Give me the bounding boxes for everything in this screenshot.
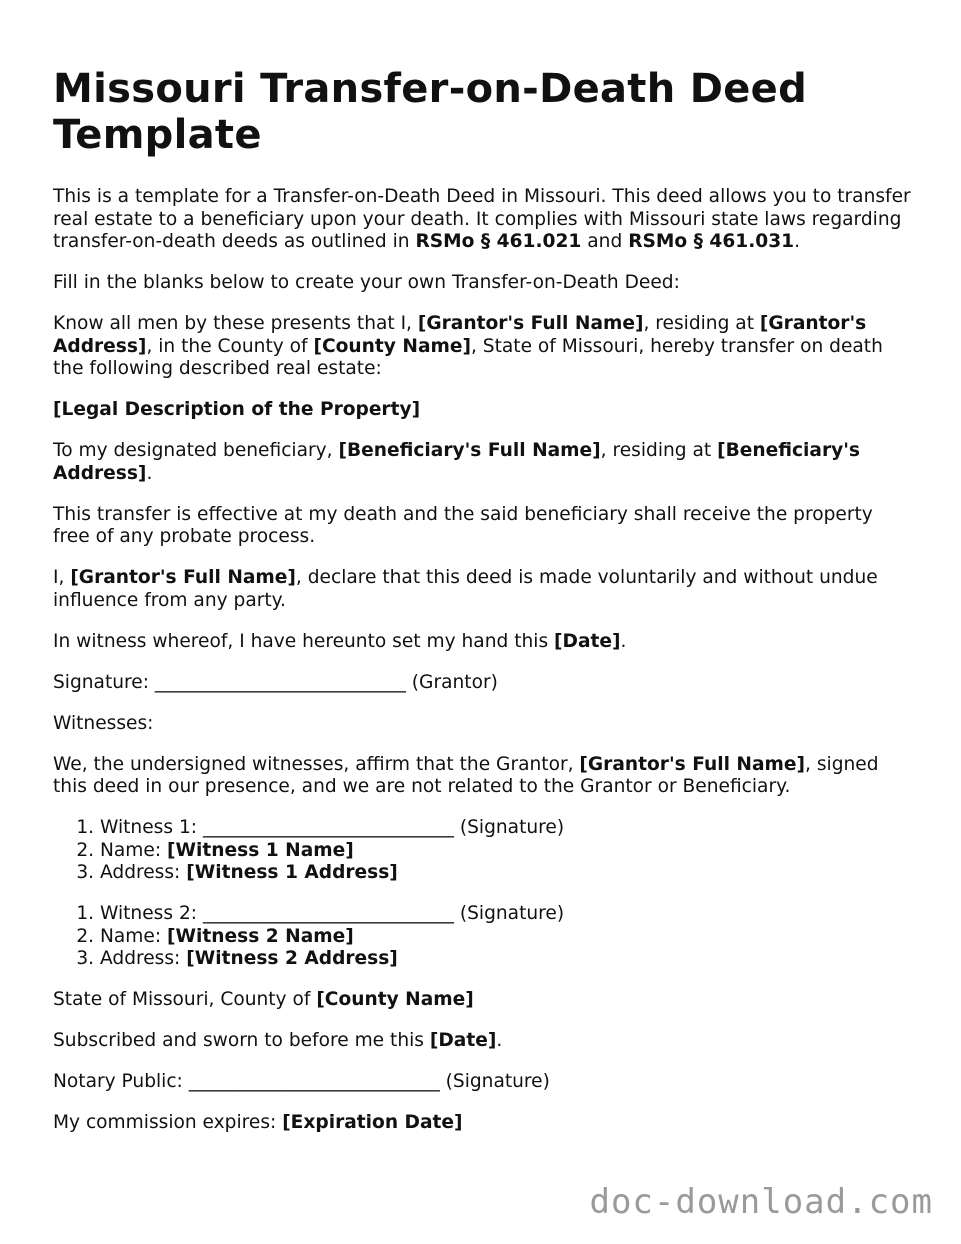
list-label: Address: <box>100 862 187 883</box>
witness-whereof-text: . <box>620 630 627 652</box>
declaration-paragraph <box>53 567 913 612</box>
conveyance-text: Know all men by these presents that I, <box>53 313 418 334</box>
notary-signature-line: Notary Public: ___________________________ (Signature) <box>53 1071 550 1092</box>
declaration-text: , declare that this deed is made voluntarily and without undue influence from any party. <box>53 567 878 611</box>
intro-end: . <box>794 231 801 252</box>
subscribed-text: . <box>496 1030 503 1051</box>
witness-1-name-placeholder: [Witness 1 Name] <box>167 839 354 861</box>
intro-and: and <box>581 231 629 252</box>
legal-description-paragraph <box>53 399 913 422</box>
list-label: Name: <box>100 925 168 947</box>
statute-reference: RSMo § 461.031 <box>628 231 795 252</box>
conveyance-text: , State of Missouri, hereby transfer on death the following described real estate: <box>53 335 883 379</box>
grantor-name-placeholder: [Grantor's Full Name] <box>579 753 806 775</box>
county-placeholder: [County Name] <box>316 989 474 1010</box>
affirmation-text: , signed this deed in our presence, and we are not related to the Grantor or Beneficiary. <box>53 753 879 797</box>
list-label: Address: <box>100 948 187 969</box>
statute-reference: RSMo § 461.021 <box>415 231 582 252</box>
beneficiary-address-placeholder: [Beneficiary's Address] <box>53 440 860 484</box>
witness-whereof-paragraph <box>53 631 913 654</box>
document-page <box>53 66 913 1153</box>
list-label: Name: <box>100 839 168 861</box>
grantor-address-placeholder: [Grantor's Address] <box>53 313 867 357</box>
watermark: doc-download.com <box>589 1182 933 1222</box>
witness-1-signature-line: 1. Witness 1: ___________________________ (Signature) <box>100 817 913 840</box>
intro-text: This is a template for a Transfer-on-Death Deed in Missouri. This deed allows you to transfer real estate to a beneficiary upon your death. It complies with Missouri state laws regarding transfer-on-death deeds as outlined in <box>53 186 911 252</box>
conveyance-text: , in the County of <box>146 335 314 357</box>
state-county-paragraph <box>53 989 913 1012</box>
grantor-signature-line: Signature: ___________________________ (Grantor) <box>53 671 498 693</box>
witness-2-name-placeholder: [Witness 2 Name] <box>167 925 354 947</box>
page-title: Missouri Transfer-on-Death Deed Template <box>53 66 808 158</box>
beneficiary-text: , residing at <box>600 440 718 461</box>
witness-1-address-placeholder: [Witness 1 Address] <box>186 862 398 883</box>
witness-2-name-item <box>100 926 913 949</box>
witness-2-address-placeholder: [Witness 2 Address] <box>186 948 398 969</box>
declaration-text: I, <box>53 567 71 588</box>
grantor-name-placeholder: [Grantor's Full Name] <box>70 567 296 588</box>
grantor-name-placeholder: [Grantor's Full Name] <box>417 313 644 334</box>
legal-description-placeholder: [Legal Description of the Property] <box>53 399 421 420</box>
witness-2-address-item <box>100 948 913 971</box>
witness-1-name-item <box>100 840 913 863</box>
conveyance-text: , residing at <box>643 313 760 334</box>
beneficiary-text: . <box>146 462 153 484</box>
conveyance-paragraph <box>53 313 913 381</box>
beneficiary-name-placeholder: [Beneficiary's Full Name] <box>338 440 601 461</box>
beneficiary-text: To my designated beneficiary, <box>53 440 339 461</box>
subscribed-paragraph <box>53 1030 913 1053</box>
affirmation-text: We, the undersigned witnesses, affirm that the Grantor, <box>53 753 580 775</box>
date-placeholder: [Date] <box>429 1030 497 1051</box>
witness-2-list <box>53 903 913 971</box>
witness-whereof-text: In witness whereof, I have hereunto set my hand this <box>53 630 555 652</box>
subscribed-text: Subscribed and sworn to before me this <box>53 1030 430 1051</box>
commission-paragraph <box>53 1112 913 1135</box>
affirmation-paragraph <box>53 754 913 799</box>
commission-text: My commission expires: <box>53 1112 283 1133</box>
intro-paragraph <box>53 186 913 254</box>
witnesses-heading: Witnesses: <box>53 712 154 734</box>
state-county-text: State of Missouri, County of <box>53 989 317 1010</box>
expiration-date-placeholder: [Expiration Date] <box>282 1112 463 1133</box>
effective-paragraph: This transfer is effective at my death and the said beneficiary shall receive the property free of any probate process. <box>53 503 873 547</box>
instructions-paragraph: Fill in the blanks below to create your own Transfer-on-Death Deed: <box>53 272 680 293</box>
beneficiary-paragraph <box>53 440 913 485</box>
county-placeholder: [County Name] <box>313 335 471 357</box>
witness-2-signature-line: 1. Witness 2: ___________________________ (Signature) <box>100 903 913 926</box>
witness-1-list <box>53 817 913 885</box>
date-placeholder: [Date] <box>554 630 621 652</box>
witness-1-address-item <box>100 862 913 885</box>
